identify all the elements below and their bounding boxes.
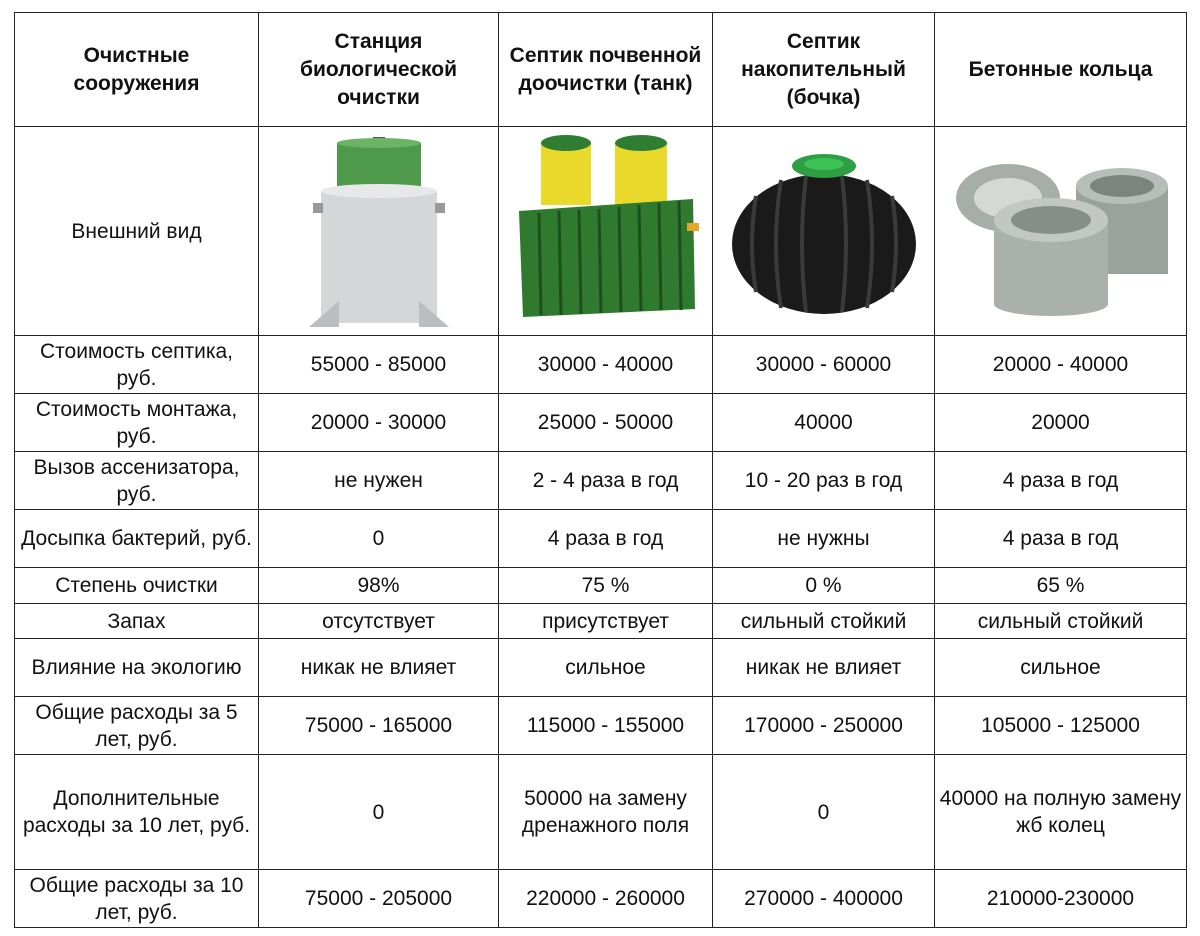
concrete-rings-icon: [946, 146, 1176, 316]
table-row: [15, 755, 1187, 870]
table-cell: 0: [713, 755, 935, 870]
table-cell: никак не влияет: [259, 639, 499, 697]
comparison-table: [14, 12, 1187, 928]
row-label: Запах: [15, 604, 259, 639]
row-label: Стоимость септика, руб.: [15, 336, 259, 394]
table-cell: 220000 - 260000: [499, 870, 713, 928]
table-cell: 2 - 4 раза в год: [499, 452, 713, 510]
table-cell: 40000: [713, 394, 935, 452]
table-cell: 4 раза в год: [499, 510, 713, 568]
table-cell: 0 %: [713, 568, 935, 604]
table-cell: никак не влияет: [713, 639, 935, 697]
table-row: [15, 870, 1187, 928]
table-row: [15, 604, 1187, 639]
row-label: Общие расходы за 5 лет, руб.: [15, 697, 259, 755]
table-row: [15, 452, 1187, 510]
table-row: [15, 639, 1187, 697]
table-cell: 25000 - 50000: [499, 394, 713, 452]
table-row: [15, 568, 1187, 604]
header-cell: Станция биологической очистки: [259, 13, 499, 127]
image-cell: [935, 127, 1187, 336]
table-cell: сильный стойкий: [713, 604, 935, 639]
table-cell: 30000 - 40000: [499, 336, 713, 394]
table-cell: присутствует: [499, 604, 713, 639]
table-cell: 75000 - 205000: [259, 870, 499, 928]
table-cell: 105000 - 125000: [935, 697, 1187, 755]
table-cell: 170000 - 250000: [713, 697, 935, 755]
table-cell: 20000 - 40000: [935, 336, 1187, 394]
header-cell: Очистные сооружения: [15, 13, 259, 127]
row-label: Досыпка бактерий, руб.: [15, 510, 259, 568]
table-row: [15, 336, 1187, 394]
table-cell: 210000-230000: [935, 870, 1187, 928]
table-cell: не нужен: [259, 452, 499, 510]
row-label: Степень очистки: [15, 568, 259, 604]
row-label: Вызов ассенизатора, руб.: [15, 452, 259, 510]
row-label: Общие расходы за 10 лет, руб.: [15, 870, 259, 928]
biological-station-icon: [299, 131, 459, 331]
table-row: [15, 394, 1187, 452]
table-cell: 30000 - 60000: [713, 336, 935, 394]
tank-septic-icon: [511, 133, 701, 329]
table-cell: 65 %: [935, 568, 1187, 604]
table-cell: 50000 на замену дренажного поля: [499, 755, 713, 870]
table-cell: 4 раза в год: [935, 510, 1187, 568]
table-cell: 270000 - 400000: [713, 870, 935, 928]
header-cell: Бетонные кольца: [935, 13, 1187, 127]
table-cell: сильное: [499, 639, 713, 697]
image-cell: [259, 127, 499, 336]
header-cell: Септик почвенной доочистки (танк): [499, 13, 713, 127]
appearance-row: [15, 127, 1187, 336]
table-cell: 20000 - 30000: [259, 394, 499, 452]
row-label: Дополнительные расходы за 10 лет, руб.: [15, 755, 259, 870]
row-label: Внешний вид: [15, 127, 259, 336]
header-cell: Септик накопительный (бочка): [713, 13, 935, 127]
table-cell: 20000: [935, 394, 1187, 452]
table-cell: 4 раза в год: [935, 452, 1187, 510]
row-label: Стоимость монтажа, руб.: [15, 394, 259, 452]
table-cell: 75000 - 165000: [259, 697, 499, 755]
table-cell: не нужны: [713, 510, 935, 568]
table-cell: 10 - 20 раз в год: [713, 452, 935, 510]
table-cell: 98%: [259, 568, 499, 604]
table-cell: сильное: [935, 639, 1187, 697]
header-row: [15, 13, 1187, 127]
table-cell: отсутствует: [259, 604, 499, 639]
barrel-septic-icon: [726, 146, 922, 316]
table-row: [15, 697, 1187, 755]
image-cell: [499, 127, 713, 336]
table-cell: 75 %: [499, 568, 713, 604]
table-cell: 0: [259, 755, 499, 870]
table-cell: 115000 - 155000: [499, 697, 713, 755]
row-label: Влияние на экологию: [15, 639, 259, 697]
table-cell: 40000 на полную замену жб колец: [935, 755, 1187, 870]
table-row: [15, 510, 1187, 568]
table-cell: 0: [259, 510, 499, 568]
table-cell: 55000 - 85000: [259, 336, 499, 394]
image-cell: [713, 127, 935, 336]
table-cell: сильный стойкий: [935, 604, 1187, 639]
